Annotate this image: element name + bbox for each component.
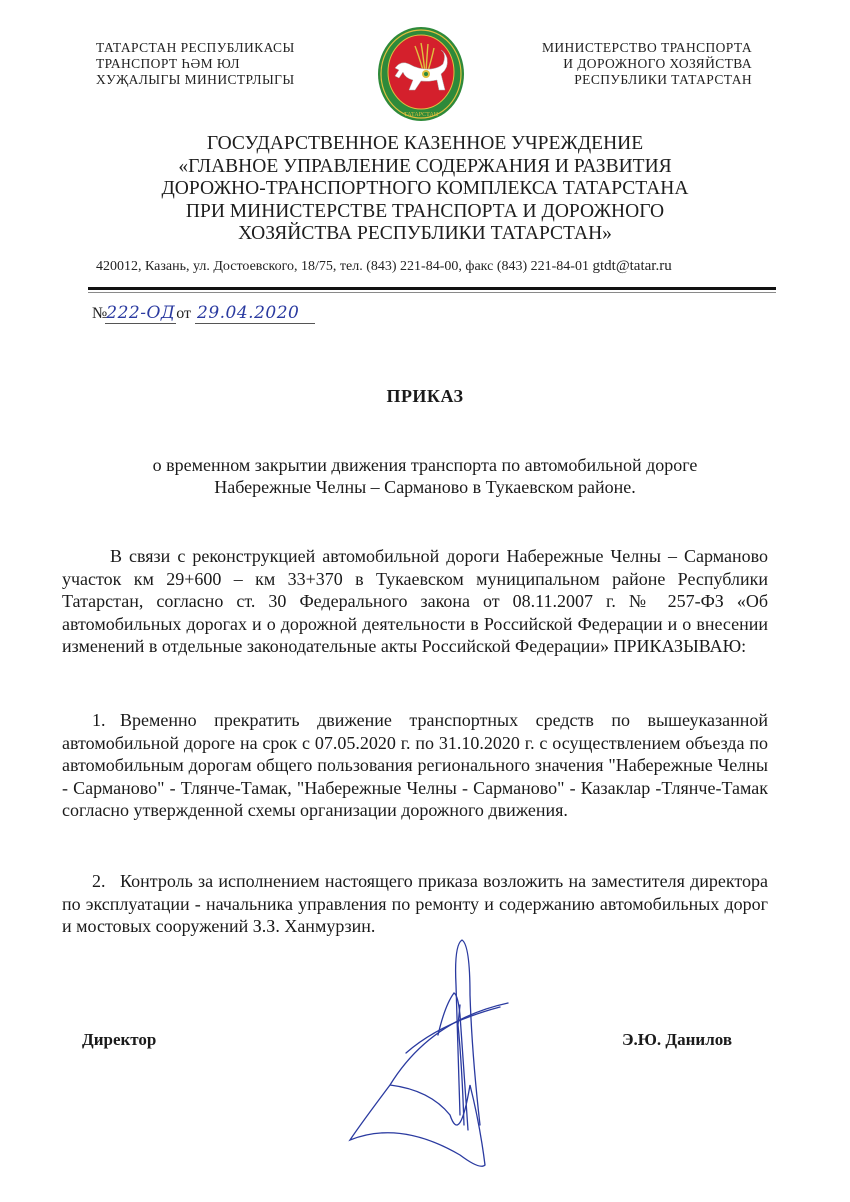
order-item-number: 2.	[92, 871, 106, 891]
letterhead-tatar	[96, 40, 346, 88]
letterhead-tatar-line: ТАТАРСТАН РЕСПУБЛИКАСЫ	[96, 40, 295, 55]
letterhead-tatar-line: ХУҖАЛЫГЫ МИНИСТРЛЫГЫ	[96, 72, 295, 87]
preamble-paragraph	[62, 545, 768, 658]
letterhead-tatar-line: ТРАНСПОРТ ҺӘМ ЮЛ	[96, 56, 240, 71]
letterhead-russian	[490, 40, 752, 88]
letterhead-russian-line: И ДОРОЖНОГО ХОЗЯЙСТВА	[563, 56, 752, 71]
document-title: ПРИКАЗ	[386, 386, 464, 406]
handwritten-signature	[320, 925, 520, 1175]
order-item-number: 1.	[92, 710, 106, 730]
document-date: 29.04.2020	[195, 303, 315, 324]
subject-line: Набережные Челны – Сарманово в Тукаевском районе.	[214, 477, 636, 497]
document-number: 222-ОД	[106, 303, 176, 323]
organization-email: gtdt@tatar.ru	[592, 258, 672, 274]
order-item	[62, 709, 768, 822]
organization-contacts	[96, 258, 796, 275]
organization-name	[100, 133, 750, 246]
subject-line: о временном закрытии движения транспорта по автомобильной дороге	[152, 455, 698, 475]
organization-line: ГОСУДАРСТВЕННОЕ КАЗЕННОЕ УЧРЕЖДЕНИЕ	[206, 133, 644, 154]
number-label: №	[92, 305, 108, 322]
header-divider-thin	[88, 292, 776, 293]
tatarstan-coat-of-arms-icon	[375, 24, 467, 126]
organization-line: ПРИ МИНИСТЕРСТВЕ ТРАНСПОРТА И ДОРОЖНОГО	[185, 200, 665, 222]
letterhead-russian-line: МИНИСТЕРСТВО ТРАНСПОРТА	[541, 40, 752, 55]
preamble-text: В связи с реконструкцией автомобильной дороги Набережные Челны – Сарманово участок км 29+600 – км 33+370 в Тукаевском муниципальном районе Республики Татарстан, согласно ст. 30 Федерального закона от 08.11.2007 г. № 257-ФЗ «Об автомобильных дорогах и о дорожной деятельности в Российской Федерации и о внесении изменений в отдельные законодательные акты Российской Федерации» ПРИКАЗЫВАЮ:	[62, 546, 768, 656]
order-item-text: Контроль за исполнением настоящего приказа возложить на заместителя директора по эксплуатации - начальника управления по ремонту и содержанию автомобильных дорог и мостовых сооружений З.З. Ханмурзин.	[62, 871, 768, 936]
signatory-position: Директор	[82, 1030, 157, 1049]
organization-line: ДОРОЖНО-ТРАНСПОРТНОГО КОМПЛЕКСА ТАТАРСТАНА	[161, 178, 689, 199]
from-label: от	[176, 305, 191, 322]
header-divider	[88, 287, 776, 290]
organization-line: «ГЛАВНОЕ УПРАВЛЕНИЕ СОДЕРЖАНИЯ И РАЗВИТИЯ	[178, 155, 672, 177]
signatory-name: Э.Ю. Данилов	[622, 1030, 733, 1049]
document-subject	[100, 454, 750, 498]
order-item-text: Временно прекратить движение транспортных средств по вышеуказанной автомобильной дороге на срок с 07.05.2020 г. по 31.10.2020 г. с осуществлением объезда по автомобильным дорогам общего пользования регионального значения "Набережные Челны - Сарманово" - Тлянче-Тамак, "Набережные Челны - Сарманово" - Казаклар -Тлянче-Тамак согласно утвержденной схемы организации дорожного движения.	[62, 710, 768, 820]
organization-address: 420012, Казань, ул. Достоевского, 18/75, тел. (843) 221-84-00, факс (843) 221-84-01	[96, 259, 589, 274]
organization-line: ХОЗЯЙСТВА РЕСПУБЛИКИ ТАТАРСТАН»	[238, 223, 612, 244]
letterhead-russian-line: РЕСПУБЛИКИ ТАТАРСТАН	[574, 72, 752, 87]
emblem-caption: ТАТАРСТАН	[403, 112, 439, 118]
document-reference	[92, 303, 315, 324]
